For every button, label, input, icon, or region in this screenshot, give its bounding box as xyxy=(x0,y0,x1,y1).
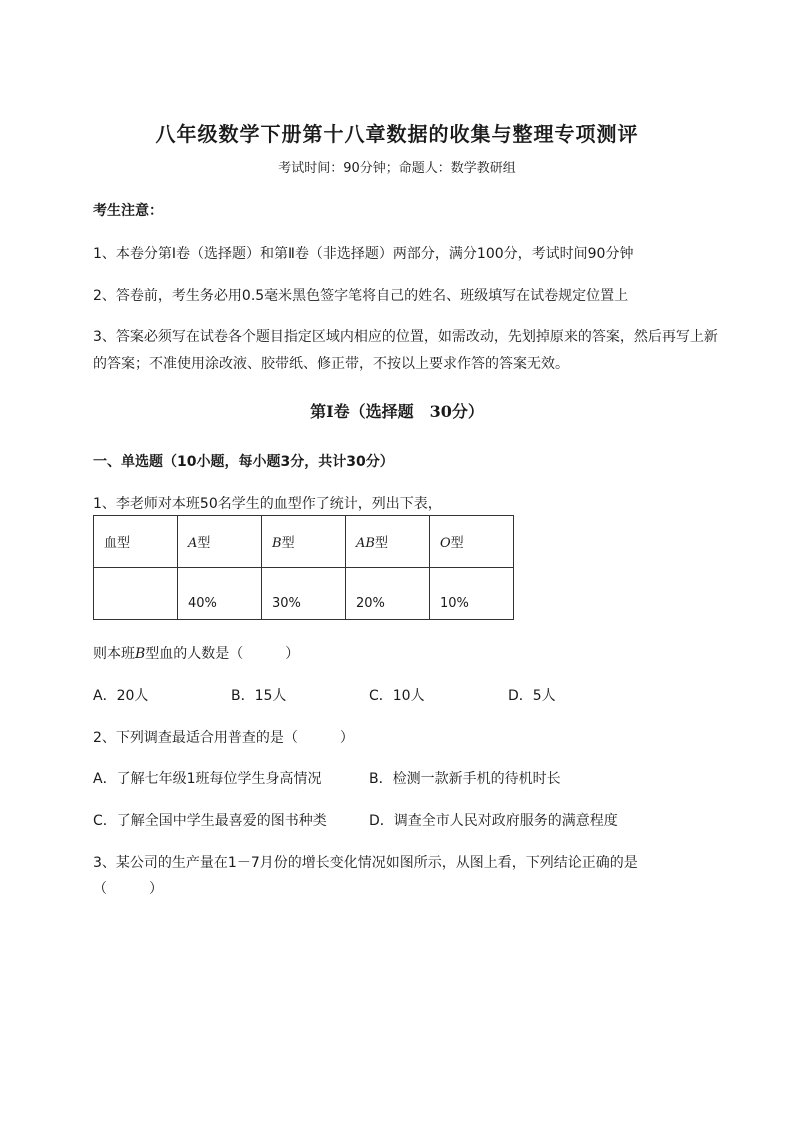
blood-type-table xyxy=(93,515,514,620)
notice-item-1: 1、本卷分第I卷（选择题）和第Ⅱ卷（非选择题）两部分，满分100分，考试时间90分钟 xyxy=(93,246,634,262)
section-title: 第I卷（选择题 30分） xyxy=(310,402,484,421)
table-cell-value: 20% xyxy=(346,568,430,620)
table-cell-type-o: O型 xyxy=(430,516,514,568)
part-heading: 一、单选题（10小题，每小题3分，共计30分） xyxy=(93,454,394,470)
q3-stem-line-1: 3、某公司的生产量在1－7月份的增长变化情况如图所示，从图上看，下列结论正确的是 xyxy=(93,855,638,871)
q1-option-b[interactable]: B．15人 xyxy=(231,688,287,704)
table-row xyxy=(94,516,514,568)
table-cell-value: 10% xyxy=(430,568,514,620)
page-title: 八年级数学下册第十八章数据的收集与整理专项测评 xyxy=(155,122,639,146)
q2-option-d[interactable]: D．调查全市人民对政府服务的满意程度 xyxy=(369,813,618,829)
table-cell-type-a: A型 xyxy=(178,516,262,568)
q1-stem: 1、李老师对本班50名学生的血型作了统计，列出下表， xyxy=(93,496,442,512)
q2-option-c[interactable]: C．了解全国中学生最喜爱的图书种类 xyxy=(93,813,327,829)
notice-item-2: 2、答卷前，考生务必用0.5毫米黑色签字笔将自己的姓名、班级填写在试卷规定位置上 xyxy=(93,288,629,304)
table-row xyxy=(94,568,514,620)
q1-option-c[interactable]: C．10人 xyxy=(369,688,425,704)
notice-item-3-line-2: 的答案；不准使用涂改液、胶带纸、修正带，不按以上要求作答的答案无效。 xyxy=(93,356,569,372)
table-cell-header: 血型 xyxy=(94,516,178,568)
exam-info: 考试时间：90分钟；命题人：数学教研组 xyxy=(278,161,516,176)
q1-option-a[interactable]: A．20人 xyxy=(93,688,149,704)
q1-option-d[interactable]: D．5人 xyxy=(508,688,556,704)
notice-heading: 考生注意： xyxy=(93,203,163,219)
table-cell-value: 30% xyxy=(262,568,346,620)
q3-stem-line-2: （ ） xyxy=(93,881,163,897)
q1-question: 则本班B型血的人数是（ ） xyxy=(93,646,300,662)
table-cell-type-ab: AB型 xyxy=(346,516,430,568)
q2-option-b[interactable]: B．检测一款新手机的待机时长 xyxy=(369,771,561,787)
table-cell-type-b: B型 xyxy=(262,516,346,568)
notice-item-3-line-1: 3、答案必须写在试卷各个题目指定区域内相应的位置，如需改动，先划掉原来的答案，然后再写上新 xyxy=(93,329,718,345)
q2-stem: 2、下列调查最适合用普查的是（ ） xyxy=(93,730,354,746)
table-cell-empty xyxy=(94,568,178,620)
q2-option-a[interactable]: A．了解七年级1班每位学生身高情况 xyxy=(93,771,322,787)
table-cell-value: 40% xyxy=(178,568,262,620)
